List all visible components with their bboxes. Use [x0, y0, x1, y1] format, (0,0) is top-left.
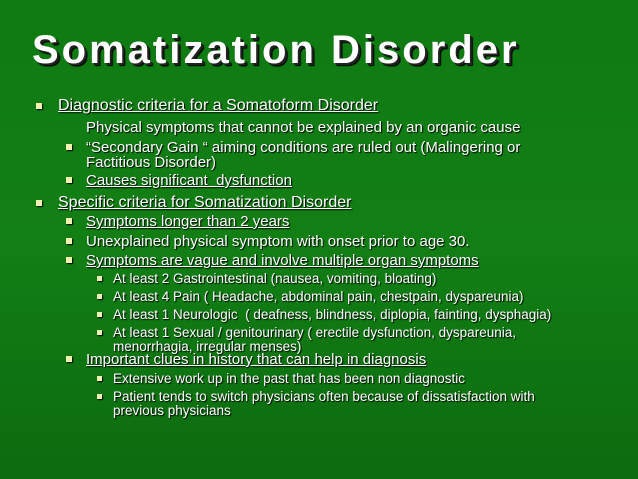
bullet-item — [97, 272, 436, 286]
bullet-text: “Secondary Gain “ aiming conditions are ruled out (Malingering or Factitious Disorder) — [86, 139, 521, 171]
bullet-item — [66, 234, 470, 249]
bullet-square-icon — [66, 144, 72, 150]
bullet-item — [36, 195, 351, 211]
bullet-square-icon — [66, 218, 72, 224]
bullet-text: At least 4 Pain ( Headache, abdominal pain, chestpain, dyspareunia) — [113, 289, 524, 304]
bullet-square-icon — [36, 103, 42, 109]
bullet-text: Unexplained physical symptom with onset prior to age 30. — [86, 233, 470, 250]
bullet-item — [66, 214, 289, 229]
bullet-text: Specific criteria for Somatization Disorder — [58, 194, 352, 211]
bullet-square-icon — [66, 177, 72, 183]
bullet-square-icon — [66, 238, 72, 244]
bullet-square-icon — [97, 330, 102, 335]
bullet-item — [66, 253, 479, 268]
bullet-item — [66, 120, 520, 135]
bullet-item — [66, 173, 292, 188]
bullet-text: Causes significant dysfunction — [86, 172, 292, 189]
bullet-item — [97, 290, 524, 304]
bullet-square-icon — [97, 394, 102, 399]
bullet-text: Important clues in history that can help in diagnosis — [86, 351, 427, 368]
bullet-square-icon — [97, 294, 102, 299]
bullet-square-icon — [97, 276, 102, 281]
bullet-square-icon — [97, 312, 102, 317]
bullet-square-icon — [66, 257, 72, 263]
bullet-square-icon — [36, 200, 42, 206]
bullet-item — [66, 140, 520, 170]
bullet-text: At least 2 Gastrointestinal (nausea, vomiting, bloating) — [113, 271, 437, 286]
bullet-item — [66, 352, 426, 367]
bullet-text: Patient tends to switch physicians often because of dissatisfaction with previous physicians — [113, 389, 535, 418]
bullet-text: Physical symptoms that cannot be explained by an organic cause — [86, 119, 521, 136]
bullet-square-icon — [66, 356, 72, 362]
bullet-text: Symptoms longer than 2 years — [86, 213, 290, 230]
bullet-square-icon — [97, 376, 102, 381]
bullet-text: Symptoms are vague and involve multiple organ symptoms — [86, 252, 479, 269]
slide-title: Somatization Disorder — [32, 28, 520, 72]
bullet-text: Extensive work up in the past that has been non diagnostic — [113, 371, 465, 386]
bullet-item — [97, 372, 465, 386]
bullet-item — [97, 326, 516, 353]
bullet-text: At least 1 Sexual / genitourinary ( erectile dysfunction, dyspareunia, menorrhagia, irregular menses) — [113, 325, 516, 354]
bullet-text: At least 1 Neurologic ( deafness, blindness, diplopia, fainting, dysphagia) — [113, 307, 552, 322]
bullet-text: Diagnostic criteria for a Somatoform Disorder — [58, 97, 379, 114]
bullet-item — [36, 98, 378, 114]
bullet-item — [97, 390, 535, 417]
bullet-item — [97, 308, 551, 322]
